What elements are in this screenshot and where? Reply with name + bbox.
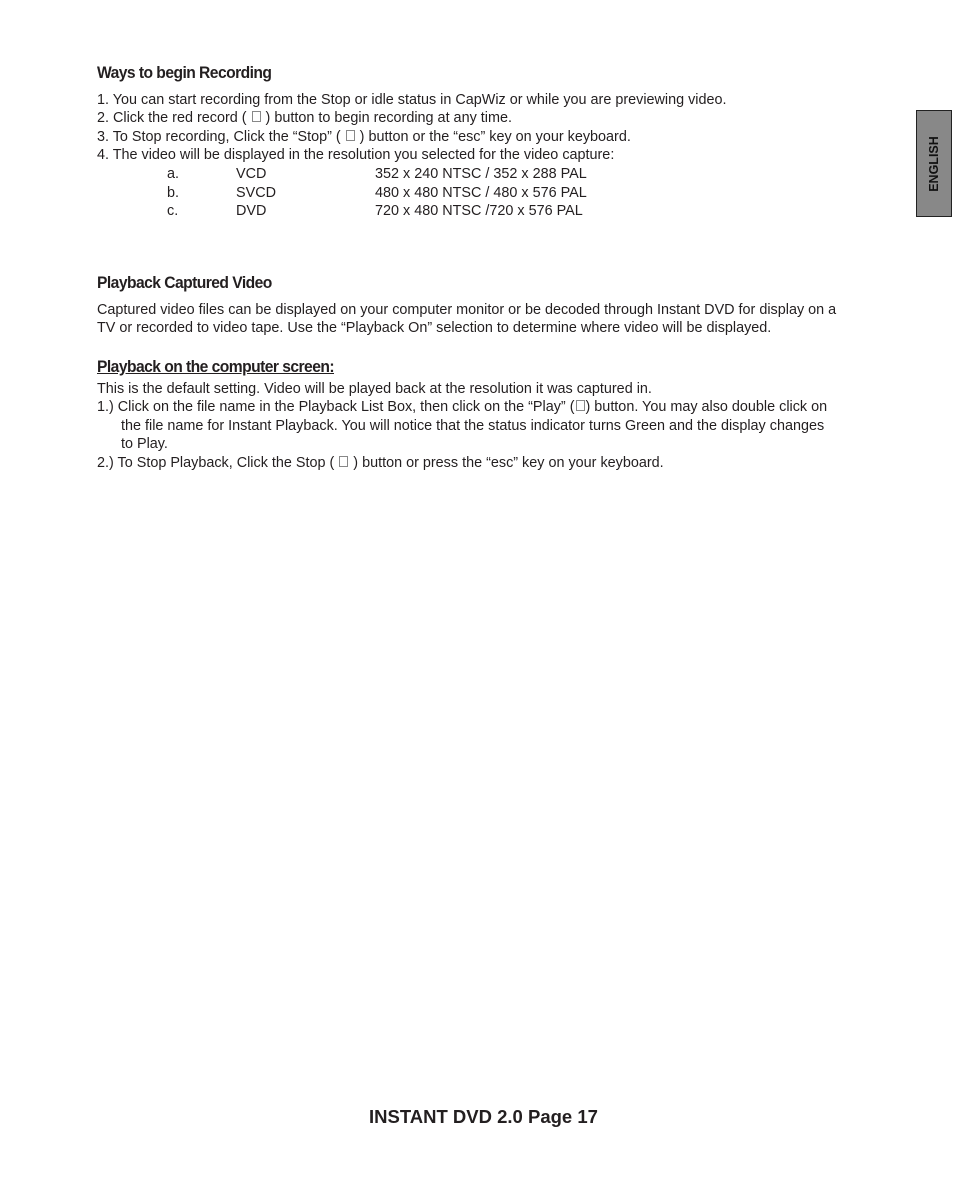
playback-paragraph-line: TV or recorded to video tape. Use the “Playback On” selection to determine where video will be displayed.: [97, 320, 772, 336]
resolution-value: 352 x 240 NTSC / 352 x 288 PAL: [375, 166, 587, 182]
section-title-recording: Ways to begin Recording: [97, 63, 272, 82]
recording-step-4: 4. The video will be displayed in the resolution you selected for the video capture:: [97, 147, 615, 163]
section-title-playback: Playback Captured Video: [97, 273, 272, 292]
resolution-format: DVD: [236, 203, 267, 219]
playback-paragraph-line: Captured video files can be displayed on your computer monitor or be decoded through Instant DVD for display on a: [97, 302, 837, 318]
resolution-format: VCD: [236, 166, 267, 182]
resolution-letter: a.: [167, 166, 180, 182]
resolution-value: 480 x 480 NTSC / 480 x 576 PAL: [375, 185, 587, 201]
playback-step-1-line3: to Play.: [121, 436, 168, 452]
language-tab-label: ENGLISH: [927, 135, 941, 192]
stop-button-icon: [339, 456, 348, 467]
playback-step-1-line2: the file name for Instant Playback. You will notice that the status indicator turns Green and the display changes: [121, 418, 825, 434]
resolution-format: SVCD: [236, 185, 276, 201]
resolution-letter: c.: [167, 203, 179, 219]
section-title-computer-screen: Playback on the computer screen:: [97, 357, 335, 376]
stop-button-icon: [346, 130, 355, 141]
record-button-icon: [252, 111, 261, 122]
playback-step-1-line1: 1.) Click on the file name in the Playback List Box, then click on the “Play” ( ) button. You may also double click on: [97, 399, 828, 415]
page-footer: INSTANT DVD 2.0 Page 17: [369, 1106, 598, 1127]
computer-screen-intro: This is the default setting. Video will be played back at the resolution it was captured in.: [97, 381, 652, 397]
playback-step-2: 2.) To Stop Playback, Click the Stop ( ) button or press the “esc” key on your keyboard.: [97, 455, 664, 471]
play-button-icon: [576, 400, 585, 411]
recording-step-2: 2. Click the red record ( ) button to begin recording at any time.: [97, 110, 512, 126]
language-tab: [916, 110, 952, 217]
resolution-letter: b.: [167, 185, 180, 201]
resolution-value: 720 x 480 NTSC /720 x 576 PAL: [375, 203, 583, 219]
recording-step-1: 1. You can start recording from the Stop or idle status in CapWiz or while you are previewing video.: [97, 92, 727, 108]
recording-step-3: 3. To Stop recording, Click the “Stop” ( ) button or the “esc” key on your keyboard.: [97, 129, 631, 145]
